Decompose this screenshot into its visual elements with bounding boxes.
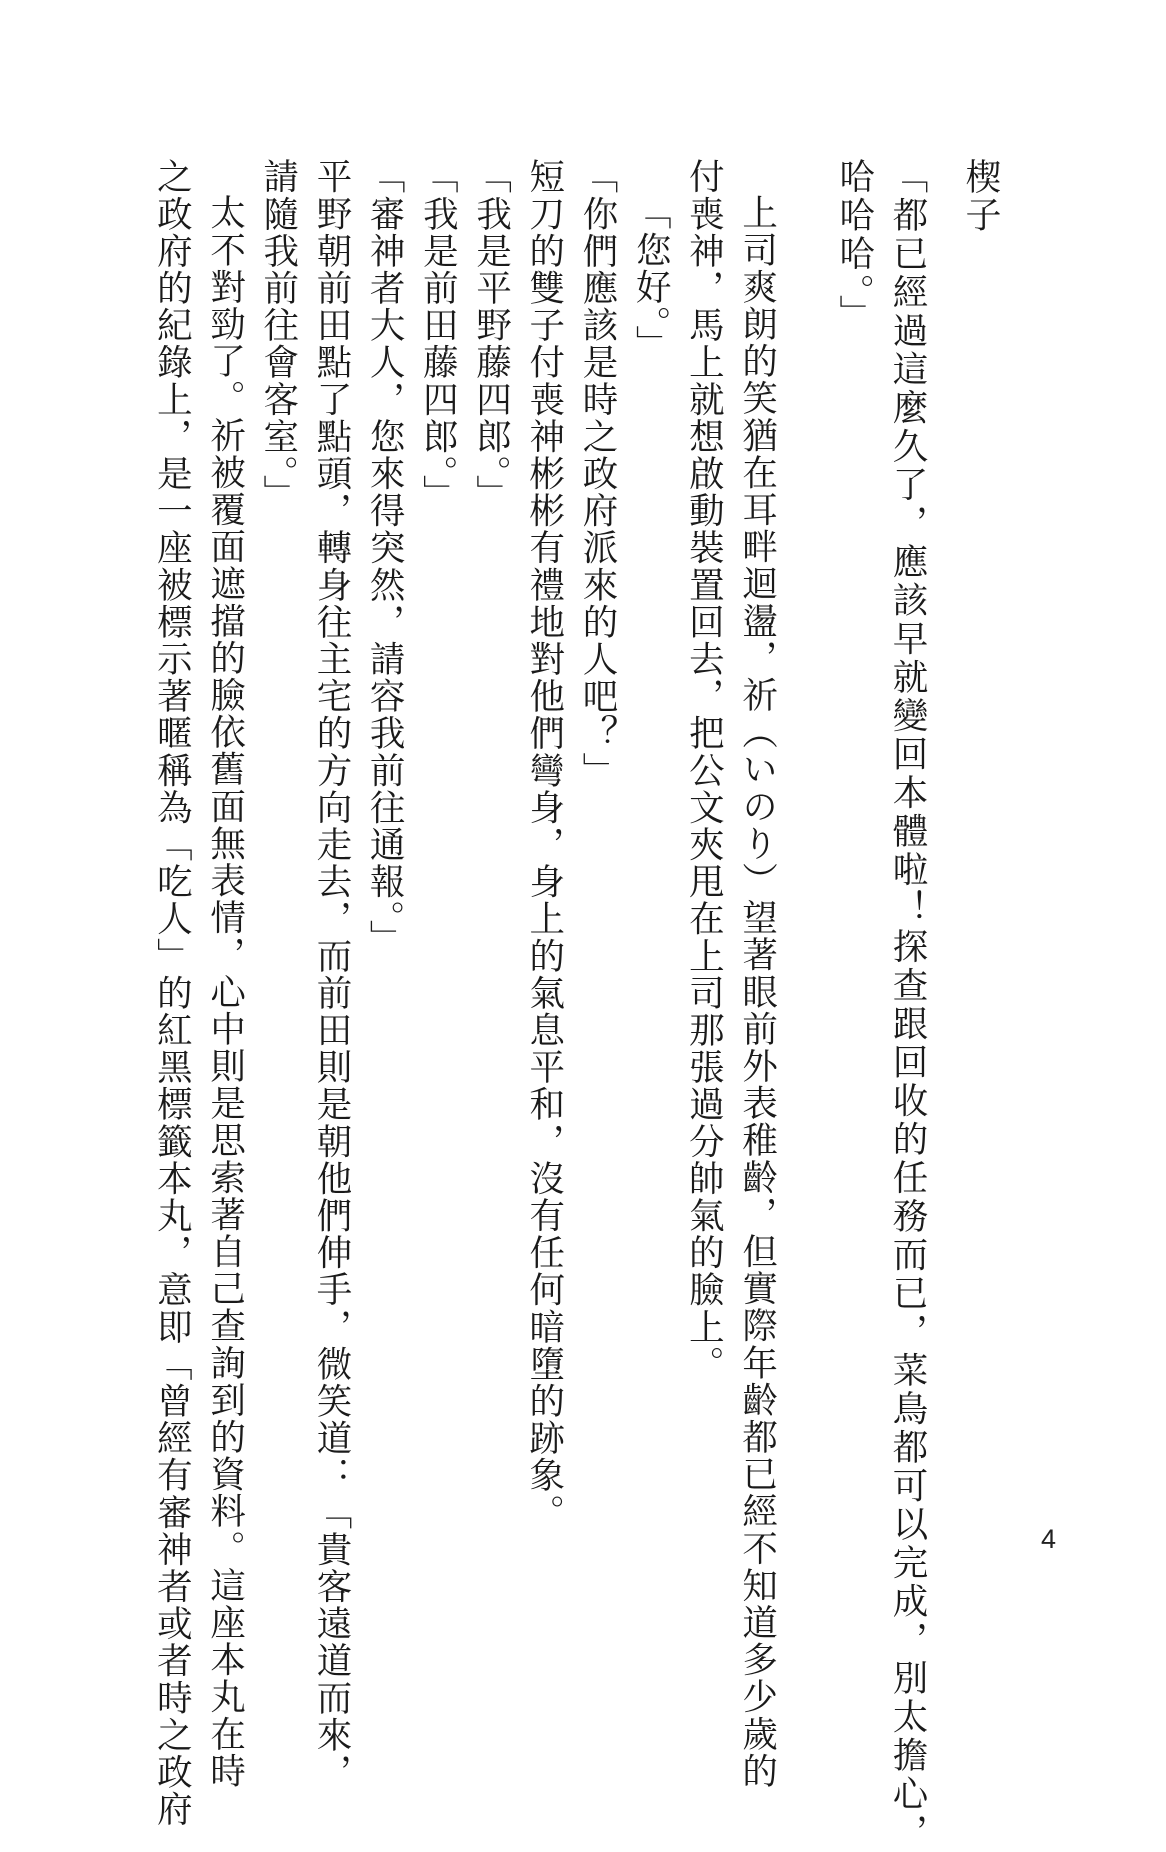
text-column-8: 「我是平野藤四郎。」 — [470, 158, 512, 512]
text-column-2: 哈哈哈。」 — [833, 158, 875, 333]
text-column-4: 付喪神，馬上就想啟動裝置回去，把公文夾甩在上司那張過分帥氣的臉上。 — [683, 158, 725, 1383]
text-column-12: 請隨我前往會客室。」 — [257, 158, 299, 512]
text-column-6: 「你們應該是時之政府派來的人吧？」 — [576, 158, 618, 789]
text-column-11: 平野朝前田點了點頭，轉身往主宅的方向走去，而前田則是朝他們伸手，微笑道：「貴客遠道而來， — [310, 158, 352, 1791]
page-number: 4 — [1040, 1524, 1056, 1554]
chapter-title: 楔子 — [960, 158, 1001, 234]
text-column-7: 短刀的雙子付喪神彬彬有禮地對他們彎身，身上的氣息平和，沒有任何暗墮的跡象。 — [523, 158, 565, 1531]
text-column-9: 「我是前田藤四郎。」 — [417, 158, 459, 512]
text-column-14: 之政府的紀錄上，是一座被標示著暱稱為「吃人」的紅黑標籤本丸，意即「曾經有審神者或者時之政府 — [151, 158, 193, 1828]
text-column-1: 「都已經過這麼久了，應該早就變回本體啦！探查跟回收的任務而已，菜鳥都可以完成，別太擔心， — [887, 158, 928, 1852]
text-column-5: 「您好。」 — [630, 194, 672, 362]
text-column-3: 上司爽朗的笑猶在耳畔迴盪，祈（いのり）望著眼前外表稚齡，但實際年齡都已經不知道多少歲的 — [736, 194, 778, 1790]
paragraph-gap — [784, 158, 828, 1498]
text-column-13: 太不對勁了。祈被覆面遮擋的臉依舊面無表情，心中則是思索著自己查詢到的資料。這座本丸在時 — [204, 194, 246, 1790]
text-column-10: 「審神者大人，您來得突然，請容我前往通報。」 — [364, 158, 406, 957]
body-text — [145, 158, 934, 1852]
